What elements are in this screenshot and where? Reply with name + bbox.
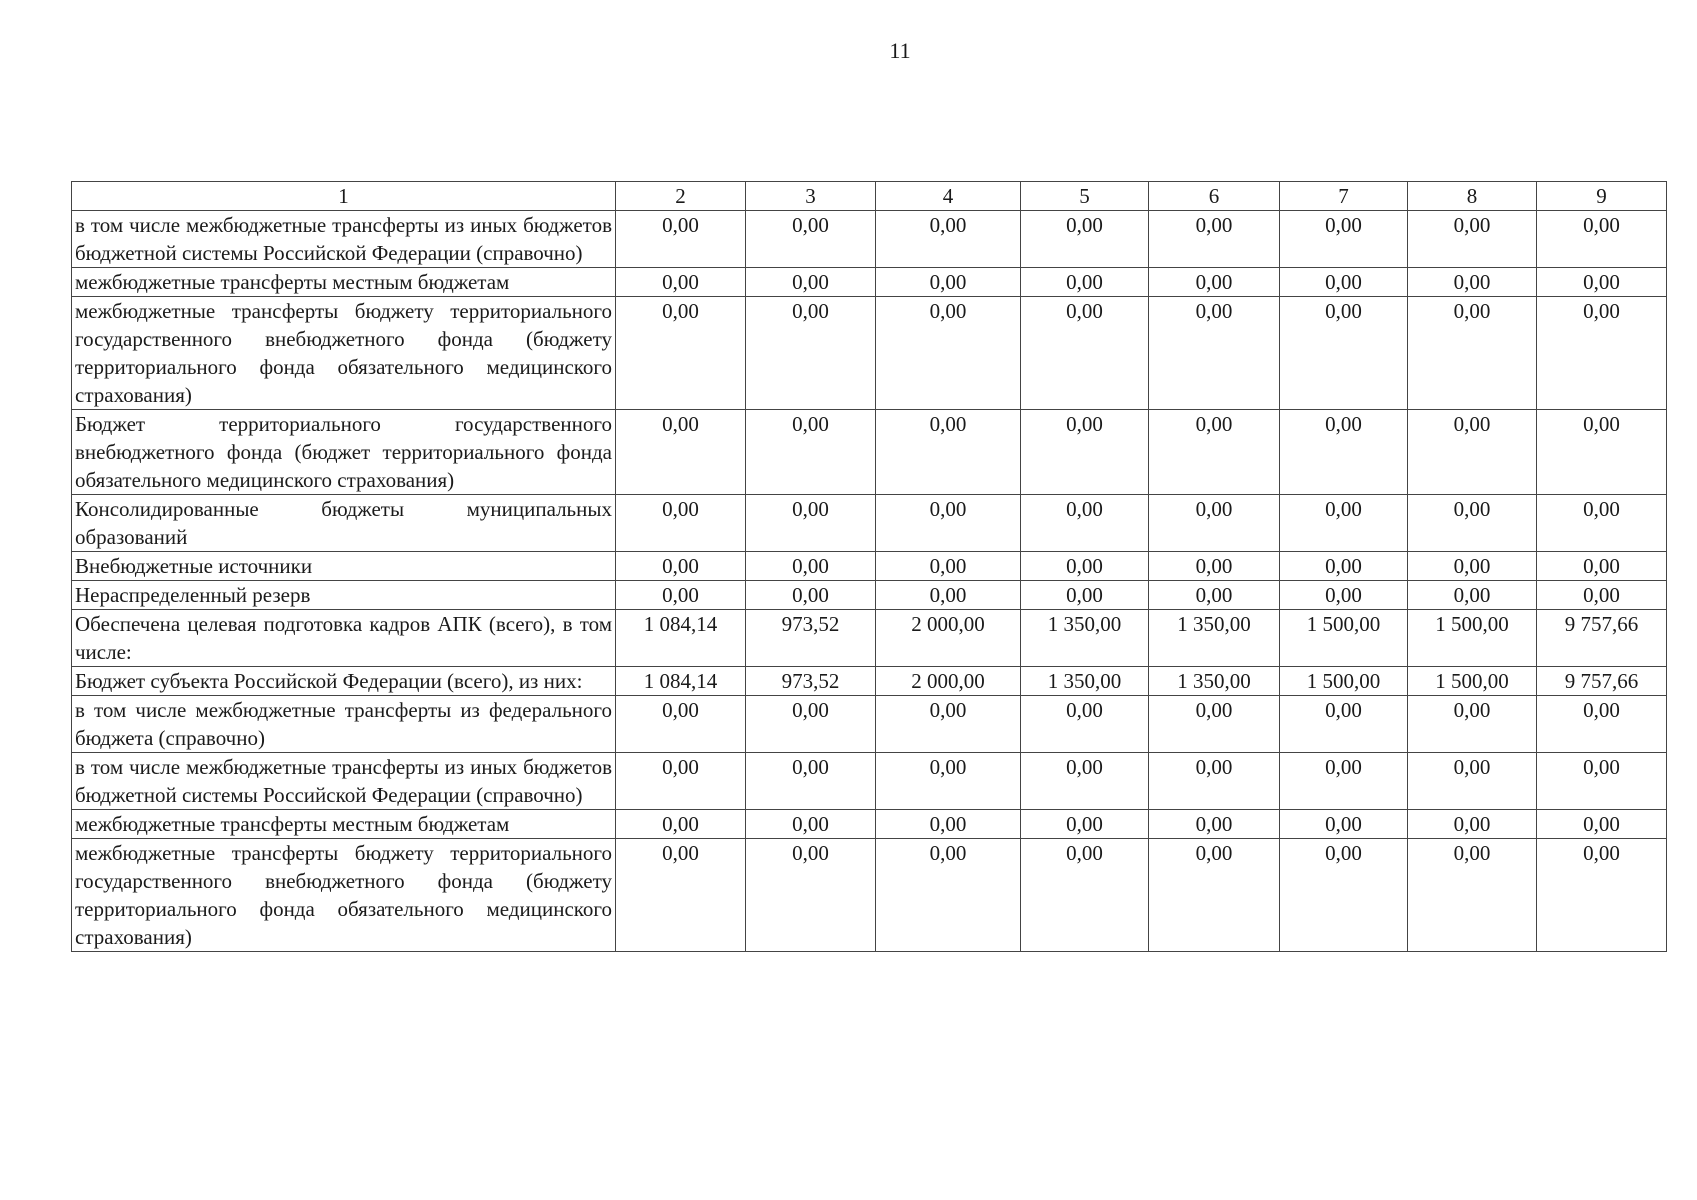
row-value: 0,00	[746, 753, 876, 810]
table-row	[72, 610, 1667, 667]
row-value: 973,52	[746, 610, 876, 667]
row-value: 1 500,00	[1280, 667, 1408, 696]
table-row	[72, 753, 1667, 810]
table-row	[72, 211, 1667, 268]
row-value: 0,00	[746, 211, 876, 268]
row-label: Внебюджетные источники	[72, 552, 616, 581]
column-header: 8	[1408, 182, 1537, 211]
row-value: 0,00	[1280, 297, 1408, 410]
row-value: 0,00	[1149, 297, 1280, 410]
row-value: 0,00	[876, 211, 1021, 268]
column-header: 6	[1149, 182, 1280, 211]
row-value: 0,00	[1537, 495, 1667, 552]
row-value: 0,00	[1021, 211, 1149, 268]
row-value: 0,00	[1149, 495, 1280, 552]
row-value: 0,00	[876, 297, 1021, 410]
table-row	[72, 581, 1667, 610]
row-value: 0,00	[1021, 810, 1149, 839]
row-value: 2 000,00	[876, 667, 1021, 696]
row-label: в том числе межбюджетные трансферты из федерального бюджета (справочно)	[72, 696, 616, 753]
row-label: Нераспределенный резерв	[72, 581, 616, 610]
table-row	[72, 268, 1667, 297]
table-header-row	[72, 182, 1667, 211]
row-value: 9 757,66	[1537, 610, 1667, 667]
row-value: 0,00	[746, 810, 876, 839]
row-value: 0,00	[1537, 696, 1667, 753]
table-body	[72, 211, 1667, 952]
row-value: 0,00	[746, 495, 876, 552]
row-value: 0,00	[746, 410, 876, 495]
row-value: 0,00	[746, 839, 876, 952]
row-value: 0,00	[1021, 581, 1149, 610]
row-value: 0,00	[1537, 552, 1667, 581]
column-header: 5	[1021, 182, 1149, 211]
row-label: в том числе межбюджетные трансферты из иных бюджетов бюджетной системы Российской Федерации (справочно)	[72, 211, 616, 268]
row-value: 973,52	[746, 667, 876, 696]
row-value: 0,00	[616, 495, 746, 552]
row-label: Консолидированные бюджеты муниципальных образований	[72, 495, 616, 552]
row-value: 0,00	[1537, 581, 1667, 610]
row-value: 0,00	[1280, 268, 1408, 297]
row-value: 0,00	[616, 810, 746, 839]
row-value: 0,00	[1149, 410, 1280, 495]
row-value: 0,00	[746, 552, 876, 581]
row-value: 0,00	[1021, 410, 1149, 495]
row-label: межбюджетные трансферты бюджету территориального государственного внебюджетного фонда (бюджету территориального фонда обязательного медицинского страхования)	[72, 839, 616, 952]
row-value: 0,00	[1280, 753, 1408, 810]
row-value: 0,00	[1408, 839, 1537, 952]
row-value: 0,00	[1021, 552, 1149, 581]
page-number: 11	[889, 38, 911, 63]
row-value: 0,00	[1408, 753, 1537, 810]
row-label: Бюджет территориального государственного внебюджетного фонда (бюджет территориального фонда обязательного медицинского страхования)	[72, 410, 616, 495]
row-value: 2 000,00	[876, 610, 1021, 667]
row-value: 0,00	[1408, 552, 1537, 581]
budget-table	[71, 181, 1667, 952]
row-value: 0,00	[1408, 495, 1537, 552]
row-value: 0,00	[1149, 696, 1280, 753]
row-value: 0,00	[616, 410, 746, 495]
row-value: 0,00	[1408, 297, 1537, 410]
row-value: 0,00	[1408, 211, 1537, 268]
table-row	[72, 667, 1667, 696]
row-label: Обеспечена целевая подготовка кадров АПК (всего), в том числе:	[72, 610, 616, 667]
row-value: 0,00	[616, 211, 746, 268]
row-value: 0,00	[1408, 410, 1537, 495]
row-value: 0,00	[1537, 297, 1667, 410]
row-value: 0,00	[1537, 211, 1667, 268]
row-value: 0,00	[1280, 696, 1408, 753]
row-value: 1 500,00	[1408, 610, 1537, 667]
row-value: 0,00	[876, 410, 1021, 495]
table-row	[72, 495, 1667, 552]
row-value: 0,00	[1408, 268, 1537, 297]
row-value: 0,00	[876, 810, 1021, 839]
row-value: 0,00	[1149, 839, 1280, 952]
row-value: 0,00	[616, 839, 746, 952]
column-header: 2	[616, 182, 746, 211]
row-value: 0,00	[1021, 268, 1149, 297]
column-header: 9	[1537, 182, 1667, 211]
column-header: 4	[876, 182, 1021, 211]
row-value: 0,00	[616, 268, 746, 297]
row-value: 0,00	[1021, 753, 1149, 810]
table-row	[72, 696, 1667, 753]
row-value: 0,00	[1149, 268, 1280, 297]
row-value: 0,00	[1537, 410, 1667, 495]
row-value: 0,00	[1280, 839, 1408, 952]
row-value: 0,00	[1280, 495, 1408, 552]
row-value: 0,00	[876, 268, 1021, 297]
row-value: 0,00	[1149, 581, 1280, 610]
row-label: межбюджетные трансферты местным бюджетам	[72, 268, 616, 297]
row-label: межбюджетные трансферты местным бюджетам	[72, 810, 616, 839]
row-value: 0,00	[746, 268, 876, 297]
row-value: 1 500,00	[1280, 610, 1408, 667]
row-value: 0,00	[1280, 410, 1408, 495]
column-header: 7	[1280, 182, 1408, 211]
row-value: 0,00	[1149, 211, 1280, 268]
row-label: межбюджетные трансферты бюджету территориального государственного внебюджетного фонда (бюджету территориального фонда обязательного медицинского страхования)	[72, 297, 616, 410]
row-value: 0,00	[616, 552, 746, 581]
row-value: 0,00	[1537, 268, 1667, 297]
row-value: 1 500,00	[1408, 667, 1537, 696]
row-value: 0,00	[746, 297, 876, 410]
row-value: 0,00	[746, 581, 876, 610]
row-value: 0,00	[746, 696, 876, 753]
row-value: 0,00	[1280, 552, 1408, 581]
row-value: 0,00	[1149, 753, 1280, 810]
row-value: 0,00	[1408, 581, 1537, 610]
row-value: 1 084,14	[616, 667, 746, 696]
row-value: 0,00	[876, 696, 1021, 753]
table-row	[72, 810, 1667, 839]
row-label: в том числе межбюджетные трансферты из иных бюджетов бюджетной системы Российской Федерации (справочно)	[72, 753, 616, 810]
row-value: 1 350,00	[1021, 667, 1149, 696]
row-value: 0,00	[876, 839, 1021, 952]
row-value: 0,00	[1021, 495, 1149, 552]
row-value: 0,00	[1149, 810, 1280, 839]
row-value: 0,00	[876, 495, 1021, 552]
row-value: 0,00	[616, 696, 746, 753]
column-header: 3	[746, 182, 876, 211]
row-value: 0,00	[1021, 696, 1149, 753]
row-value: 0,00	[1149, 552, 1280, 581]
row-value: 1 350,00	[1021, 610, 1149, 667]
table-row	[72, 410, 1667, 495]
row-value: 0,00	[616, 581, 746, 610]
table-row	[72, 297, 1667, 410]
row-value: 0,00	[876, 552, 1021, 581]
row-value: 0,00	[1280, 211, 1408, 268]
row-value: 0,00	[616, 297, 746, 410]
row-value: 0,00	[1537, 810, 1667, 839]
row-value: 0,00	[1408, 810, 1537, 839]
row-value: 0,00	[876, 753, 1021, 810]
row-value: 0,00	[876, 581, 1021, 610]
table-row	[72, 839, 1667, 952]
column-header: 1	[72, 182, 616, 211]
row-value: 0,00	[616, 753, 746, 810]
row-value: 9 757,66	[1537, 667, 1667, 696]
row-value: 0,00	[1537, 753, 1667, 810]
row-value: 0,00	[1280, 810, 1408, 839]
row-value: 0,00	[1408, 696, 1537, 753]
row-value: 1 350,00	[1149, 610, 1280, 667]
row-value: 0,00	[1537, 839, 1667, 952]
row-label: Бюджет субъекта Российской Федерации (всего), из них:	[72, 667, 616, 696]
row-value: 1 350,00	[1149, 667, 1280, 696]
row-value: 0,00	[1021, 839, 1149, 952]
row-value: 1 084,14	[616, 610, 746, 667]
row-value: 0,00	[1280, 581, 1408, 610]
row-value: 0,00	[1021, 297, 1149, 410]
table-row	[72, 552, 1667, 581]
